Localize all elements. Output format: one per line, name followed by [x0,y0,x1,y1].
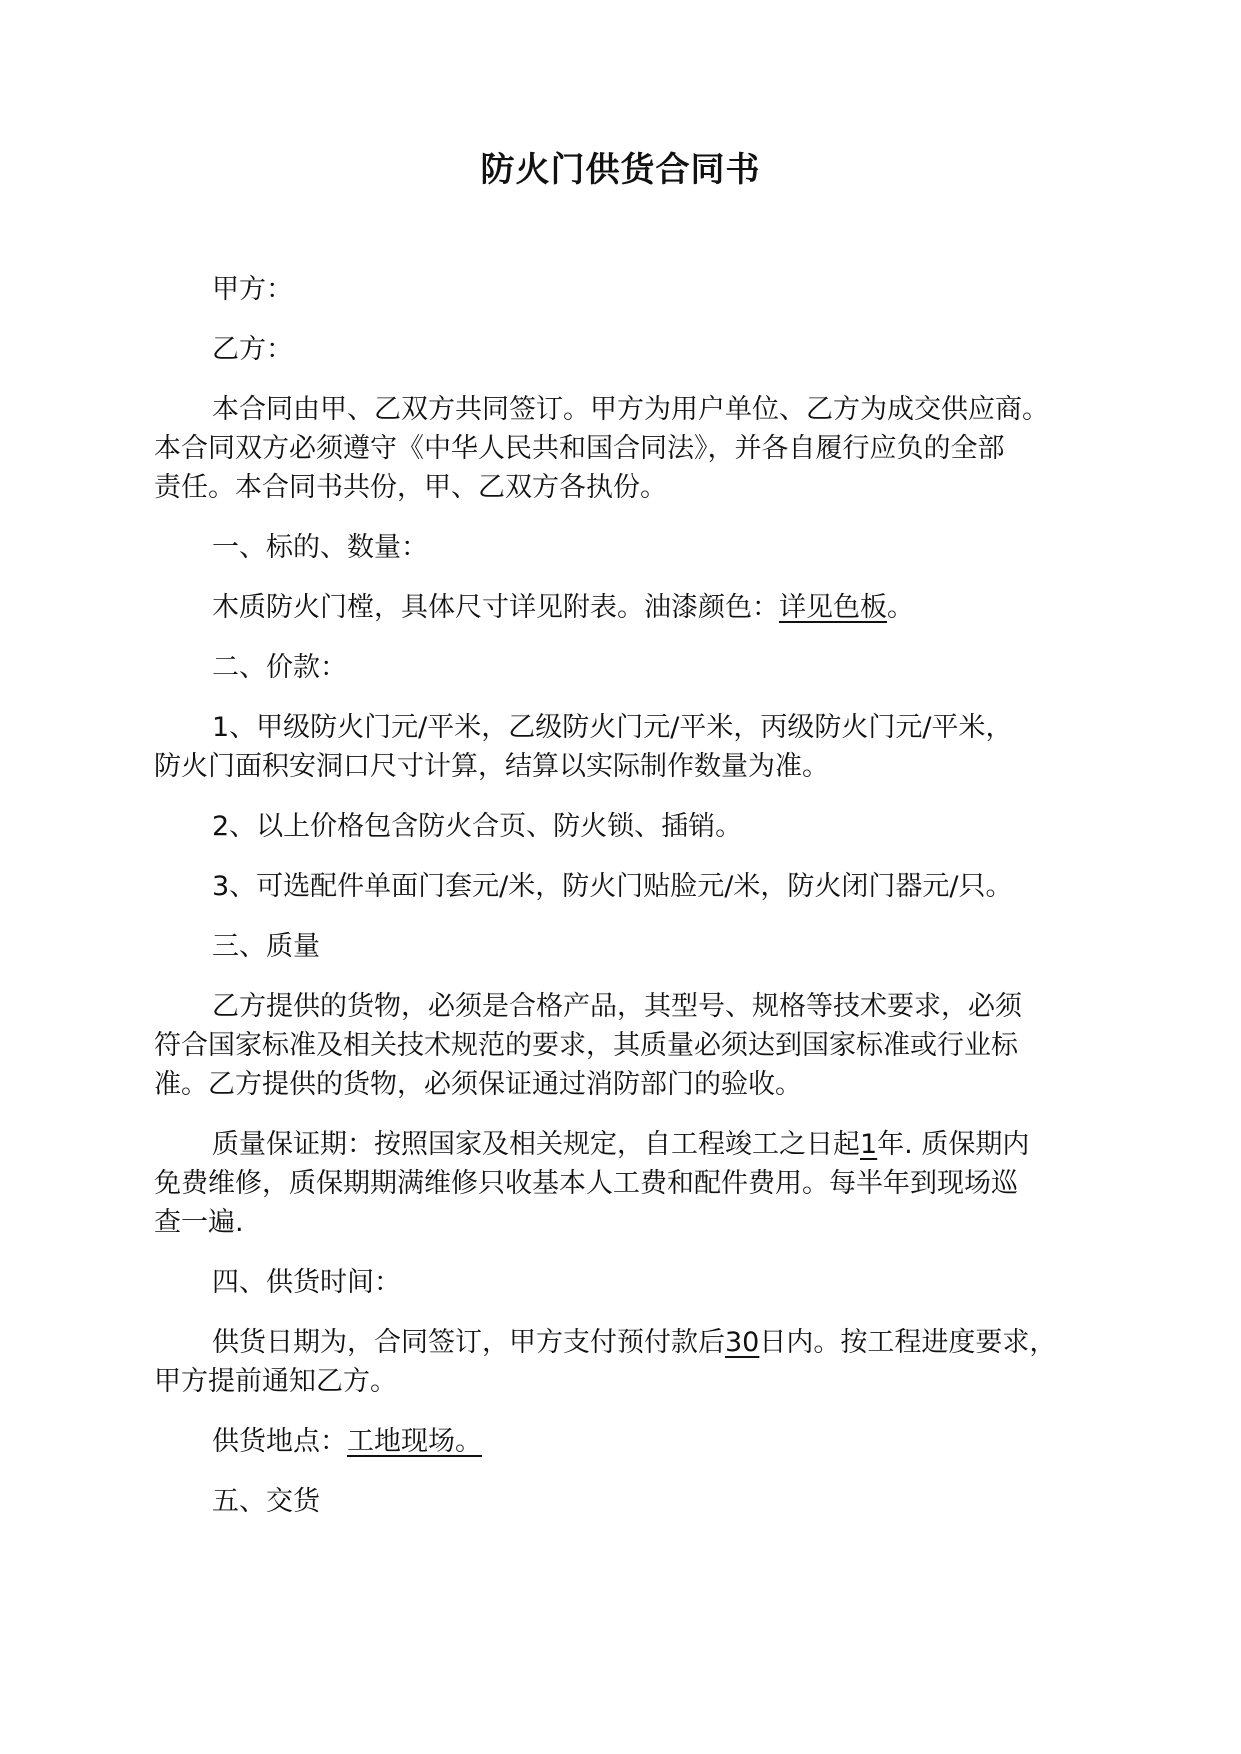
quality-paragraph [154,987,1114,1104]
delivery-time-prefix: 供货日期为，合同签订，甲方支付预付款后 [212,1327,725,1358]
section1-heading: 一、标的、数量： [212,532,428,563]
price-item-2: 2、以上价格包含防火合页、防火锁、插销。 [212,811,743,842]
party-b-line: 乙方： [212,334,293,365]
delivery-location-label: 供货地点： [212,1426,347,1457]
delivery-time-paragraph [154,1323,1114,1401]
price-item-1-line-2: 防火门面积安洞口尺寸计算，结算以实际制作数量为准。 [154,751,829,782]
warranty-line-2: 免费维修，质保期期满维修只收基本人工费和配件费用。每半年到现场巡 [154,1168,1018,1199]
warranty-prefix: 质量保证期：按照国家及相关规定，自工程竣工之日起 [212,1129,860,1160]
price-item-1-line-1: 1、甲级防火门元/平米，乙级防火门元/平米，丙级防火门元/平米， [212,712,1013,743]
delivery-time-suffix: 日内。按工程进度要求， [759,1327,1057,1358]
section5-heading: 五、交货 [212,1486,320,1517]
warranty-years: 1 [860,1129,878,1160]
intro-paragraph [154,390,1114,507]
document-title: 防火门供货合同书 [480,150,761,190]
section1-text: 木质防火门樘，具体尺寸详见附表。油漆颜色： [212,592,779,623]
warranty-line-1-suffix: 年. 质保期内 [877,1129,1030,1160]
delivery-time-line-2: 甲方提前通知乙方。 [154,1366,397,1397]
intro-line-2: 本合同双方必须遵守《中华人民共和国合同法》，并各自履行应负的全部 [154,433,1005,464]
quality-line-2: 符合国家标准及相关技术规范的要求，其质量必须达到国家标准或行业标 [154,1030,1018,1061]
delivery-days: 30 [725,1327,760,1358]
warranty-line-3: 查一遍. [154,1207,244,1238]
quality-line-1: 乙方提供的货物，必须是合格产品，其型号、规格等技术要求，必须 [212,991,1022,1022]
section4-heading: 四、供货时间： [212,1267,401,1298]
warranty-paragraph [154,1125,1114,1242]
delivery-location-paragraph [154,1422,1114,1461]
intro-line-3: 责任。本合同书共份，甲、乙双方各执份。 [154,472,667,503]
quality-line-3: 准。乙方提供的货物，必须保证通过消防部门的验收。 [154,1069,802,1100]
section3-heading: 三、质量 [212,931,320,962]
paint-color-value: 详见色板 [779,592,887,623]
intro-line-1: 本合同由甲、乙双方共同签订。甲方为用户单位、乙方为成交供应商。 [212,394,1049,425]
section1-paragraph [154,588,1114,627]
section2-heading: 二、价款： [212,652,347,683]
price-item-1 [154,708,1114,786]
price-item-3: 3、可选配件单面门套元/米，防火门贴脸元/米，防火闭门器元/只。 [212,871,1013,902]
delivery-location-value: 工地现场。 [347,1426,482,1457]
section1-suffix: 。 [887,592,914,623]
party-a-line: 甲方： [212,274,293,305]
document-body [154,270,1114,1542]
